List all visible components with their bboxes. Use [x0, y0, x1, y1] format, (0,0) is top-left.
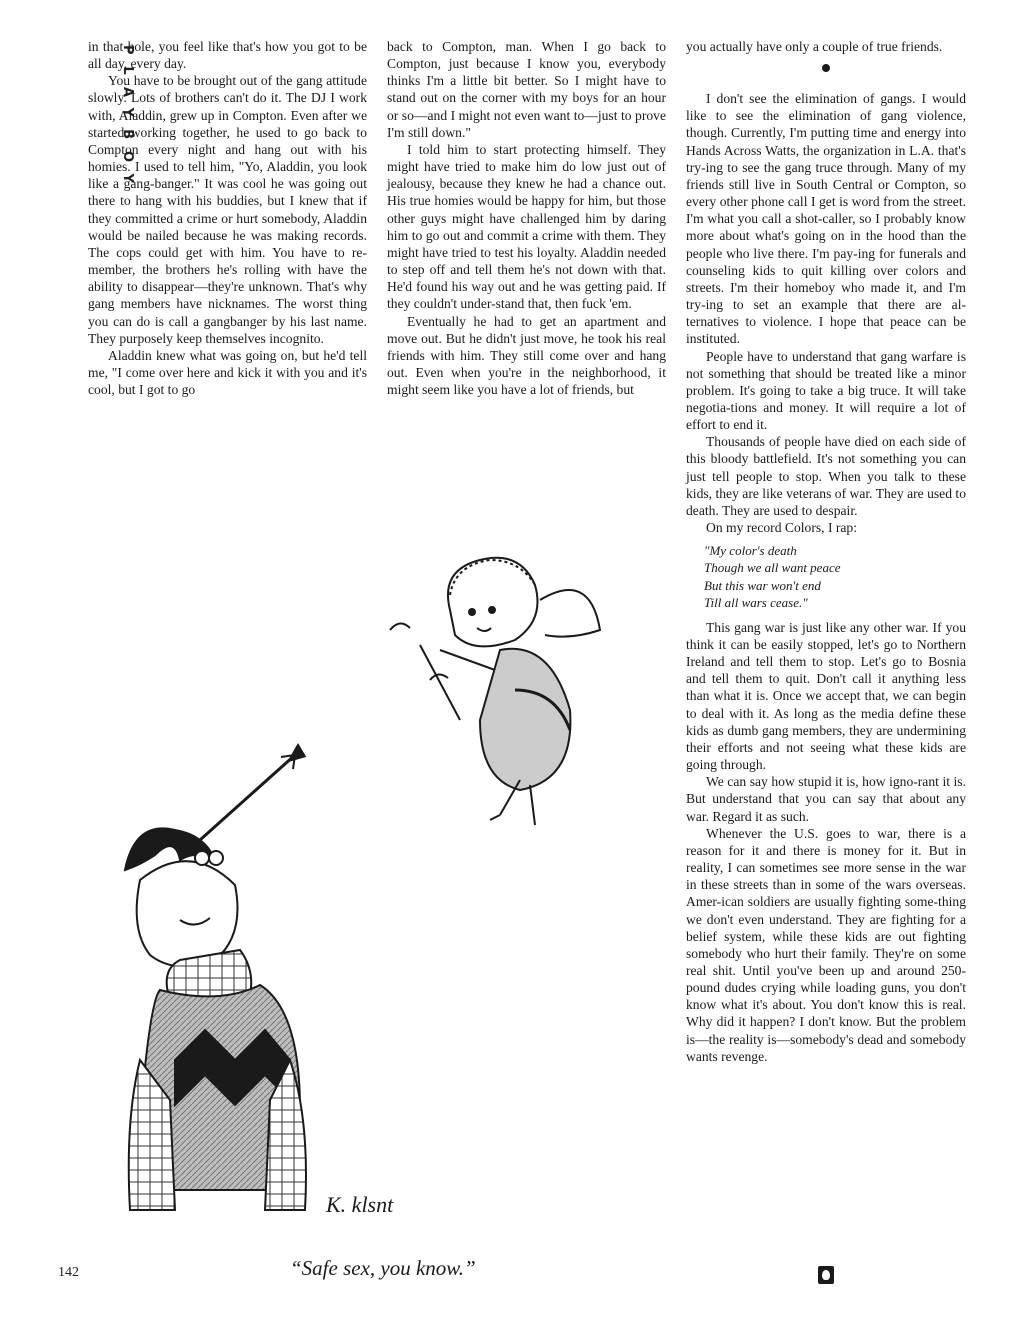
lyric-line: Though we all want peace: [704, 560, 841, 576]
paragraph: you actually have only a couple of true friends.: [686, 39, 943, 54]
running-head: [52, 44, 135, 195]
paragraph: in that hole, you feel like that's how you got to be all day, every day.: [88, 39, 367, 72]
paragraph: Whenever the U.S. goes to war, there is a reason for it and there is money for it. But in reality, I can sometimes see more sense in the war in these streets than in some of the wars overseas. Amer-ican soldiers are usually fighting some-thing we don't even understand. They are fighting for a belief system, while these kids are out fighting somebody who hurt their family. They're on some real shit. Until you've been up and around 250-pound dudes crying while loading guns, you don't know what it's about. You don't know this is real. Why did it happen? I don't know. But the problem is—the reality is—somebody's dead and somebody wants revenge.: [686, 825, 966, 1064]
arrow: [200, 746, 304, 840]
end-mark-icon: [818, 1266, 834, 1284]
cupid-figure: [390, 558, 600, 825]
cartoon-illustration: [120, 540, 680, 1240]
article-column-2: [387, 38, 666, 398]
paragraph: On my record Colors, I rap:: [706, 520, 858, 536]
section-break-dot: [822, 64, 830, 72]
paragraph: You have to be brought out of the gang attitude slowly. Lots of brothers can't do it. The DJ I work with, Aladdin, grew up in Compton. Even after we started working together, he used to go back to Compton every night and hang out with his homies. I used to tell him, "Yo, Aladdin, you look like a gang-banger." It was cool he was going out there to hang with his buddies, but I knew that if they committed a crime or hurt somebody, Aladdin would be nailed because he was making records. The cops could get with him. You have to re-member, the brothers he's rolling with have the ability to disappear—they're unknown. That's why gang members have nicknames. The worst thing you can do is call a gangbanger by his last name. They purposely keep themselves incognito.: [88, 73, 367, 346]
lyric-quote: [704, 542, 966, 611]
cartoon-caption: “Safe sex, you know.”: [290, 1256, 476, 1280]
paragraph: Thousands of people have died on each side of this bloody battlefield. It's not something you can just tell people to stop. When you talk to these kids, they are like veterans of war. They are used to death. They are used to despair.: [686, 434, 966, 518]
artist-signature: K. klsnt: [326, 1192, 394, 1217]
paragraph: We can say how stupid it is, how igno-rant it is. But understand that you can say that about any war. Regard it as such.: [686, 774, 966, 824]
page-number: 142: [58, 1265, 79, 1280]
paragraph: I told him to start protecting himself. They might have tried to make him do low just out of jealousy, because they knew he had a chance out. His true homies would be happy for him, but those other guys might have challenged him by daring him to go out and commit a crime with them. They might have tried to test his loyalty. Aladdin needed to step off and tell them he's not down with that. He'd found his way out and he was getting paid. If they couldn't under-stand that, then fuck 'em.: [387, 141, 666, 312]
paragraph: People have to understand that gang warfare is not something that should be treated like a minor problem. It's going to take a big truce. It will take negotia-tions and money. It will require a lot of effort to end it.: [686, 348, 966, 433]
paragraph: back to Compton, man. When I go back to Compton, just because I know you, everybody thinks I'm a little bit better. So I might have to stand out on the corner with my boys for an hour or so—and I might not even want to—just to prove I'm still down.": [387, 39, 666, 140]
paragraph: This gang war is just like any other war. If you think it can be easily stopped, let's go to Northern Ireland and tell them to stop. Let's go to Bosnia and tell them to quit. Don't call it anything less than what it is. Once we accept that, we can begin to deal with it. As long as the media define these kids as dumb gang members, they are undermining their efforts and not seeing what these kids are going through.: [686, 619, 966, 773]
article-column-1: [88, 38, 367, 398]
article-column-3: [686, 38, 966, 1065]
running-head-text: PLAYBOY: [119, 45, 135, 195]
lyric-line: "My color's death: [704, 543, 797, 559]
paragraph: Aladdin knew what was going on, but he'd tell me, "I come over here and kick it with you and it's cool, but I got to go: [88, 347, 367, 398]
paragraph: I don't see the elimination of gangs. I would like to see the elimination of gang violence, though. Currently, I'm putting time and energy into Hands Across Watts, the organization in L.A. that's try-ing to see the gang truce through. Many of my friends still live in South Central or Compton, so every other phone call I get is word from the street. I'm what you call a shot-caller, so I probably know more about what's going on in the hood than the people who live there. I'm pay-ing for funerals and counseling kids to quit killing over colors and streets. I'm their homeboy who made it, and I'm try-ing to set an example that there are al-ternatives to violence. I hope that peace can be instituted.: [686, 91, 966, 347]
lyric-line: But this war won't end: [704, 577, 821, 593]
paragraph: Eventually he had to get an apartment and move out. But he didn't just move, he took his real friends with him. They still come over and hang out. Even when you're in the neighborhood, it might seem like you have a lot of friends, but: [387, 313, 666, 398]
man-figure: [125, 828, 306, 1210]
lyric-line: Till all wars cease.": [704, 594, 808, 610]
